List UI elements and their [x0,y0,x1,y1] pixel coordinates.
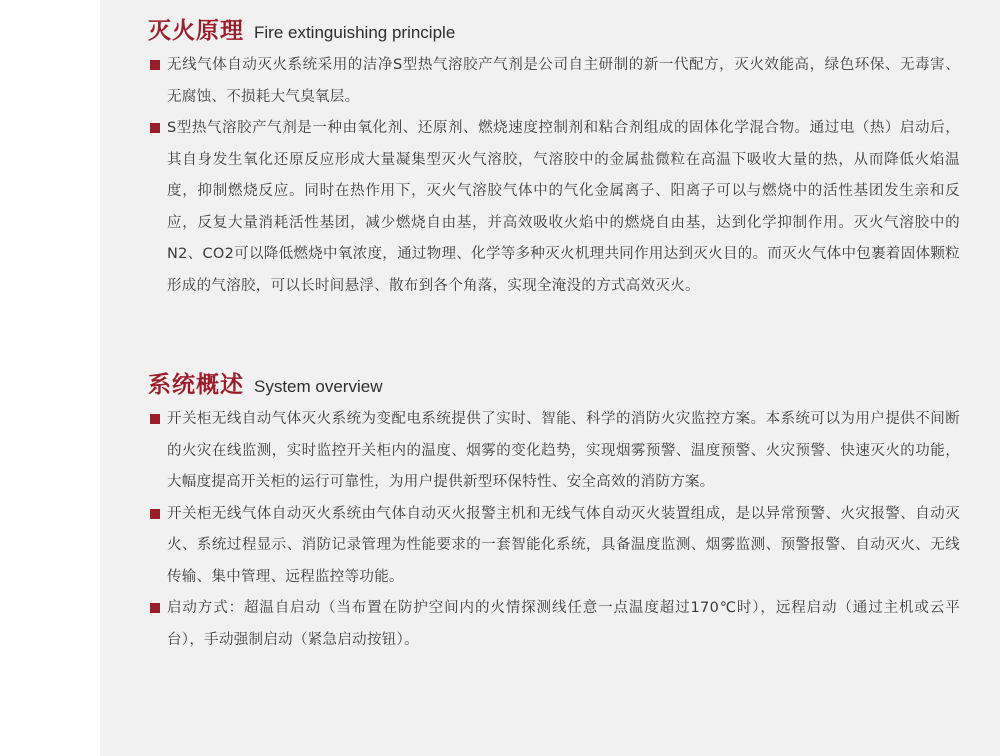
section-heading [148,366,960,402]
list-item [148,113,960,302]
section-title-cn: 灭火原理 [148,18,244,44]
square-bullet-icon [150,603,160,613]
section-heading [148,12,960,48]
square-bullet-icon [150,60,160,70]
list-item [148,404,960,499]
paragraph: 无线气体自动灭火系统采用的洁净S型热气溶胶产气剂是公司自主研制的新一代配方，灭火效能高，绿色环保、无毒害、无腐蚀、不损耗大气臭氧层。 [167,57,960,105]
square-bullet-icon [150,509,160,519]
square-bullet-icon [150,414,160,424]
list-item [148,499,960,594]
section-fire-principle [148,12,960,302]
page-margin [0,0,100,756]
list-item [148,50,960,113]
square-bullet-icon [150,123,160,133]
section-system-overview [148,366,960,656]
paragraph: 启动方式：超温自启动（当布置在防护空间内的火情探测线任意一点温度超过170℃时），远程启动（通过主机或云平台），手动强制启动（紧急启动按钮）。 [167,600,960,648]
list-item [148,593,960,656]
section-title-cn: 系统概述 [148,372,244,398]
section-title-en: System overview [254,377,383,396]
content-panel [100,0,1000,756]
paragraph: 开关柜无线气体自动灭火系统由气体自动灭火报警主机和无线气体自动灭火装置组成，是以异常预警、火灾报警、自动灭火、系统过程显示、消防记录管理为性能要求的一套智能化系统，具备温度监测、烟雾监测、预警报警、自动灭火、无线传输、集中管理、远程监控等功能。 [167,505,960,585]
paragraph: 开关柜无线自动气体灭火系统为变配电系统提供了实时、智能、科学的消防火灾监控方案。本系统可以为用户提供不间断的火灾在线监测，实时监控开关柜内的温度、烟雾的变化趋势，实现烟雾预警、温度预警、火灾预警、快速灭火的功能，大幅度提高开关柜的运行可靠性，为用户提供新型环保特性、安全高效的消防方案。 [167,411,960,490]
paragraph: S型热气溶胶产气剂是一种由氧化剂、还原剂、燃烧速度控制剂和粘合剂组成的固体化学混合物。通过电（热）启动后，其自身发生氧化还原反应形成大量凝集型灭火气溶胶，气溶胶中的金属盐微粒在高温下吸收大量的热，从而降低火焰温度，抑制燃烧反应。同时在热作用下，灭火气溶胶气体中的气化金属离子、阳离子可以与燃烧中的活性基团发生亲和反应，反复大量消耗活性基团，减少燃烧自由基，并高效吸收火焰中的燃烧自由基，达到化学抑制作用。灭火气溶胶中的N2、CO2可以降低燃烧中氧浓度，通过物理、化学等多种灭火机理共同作用达到灭火目的。而灭火气体中包裹着固体颗粒形成的气溶胶，可以长时间悬浮、散布到各个角落，实现全淹没的方式高效灭火。 [167,120,960,294]
section-title-en: Fire extinguishing principle [254,23,456,42]
